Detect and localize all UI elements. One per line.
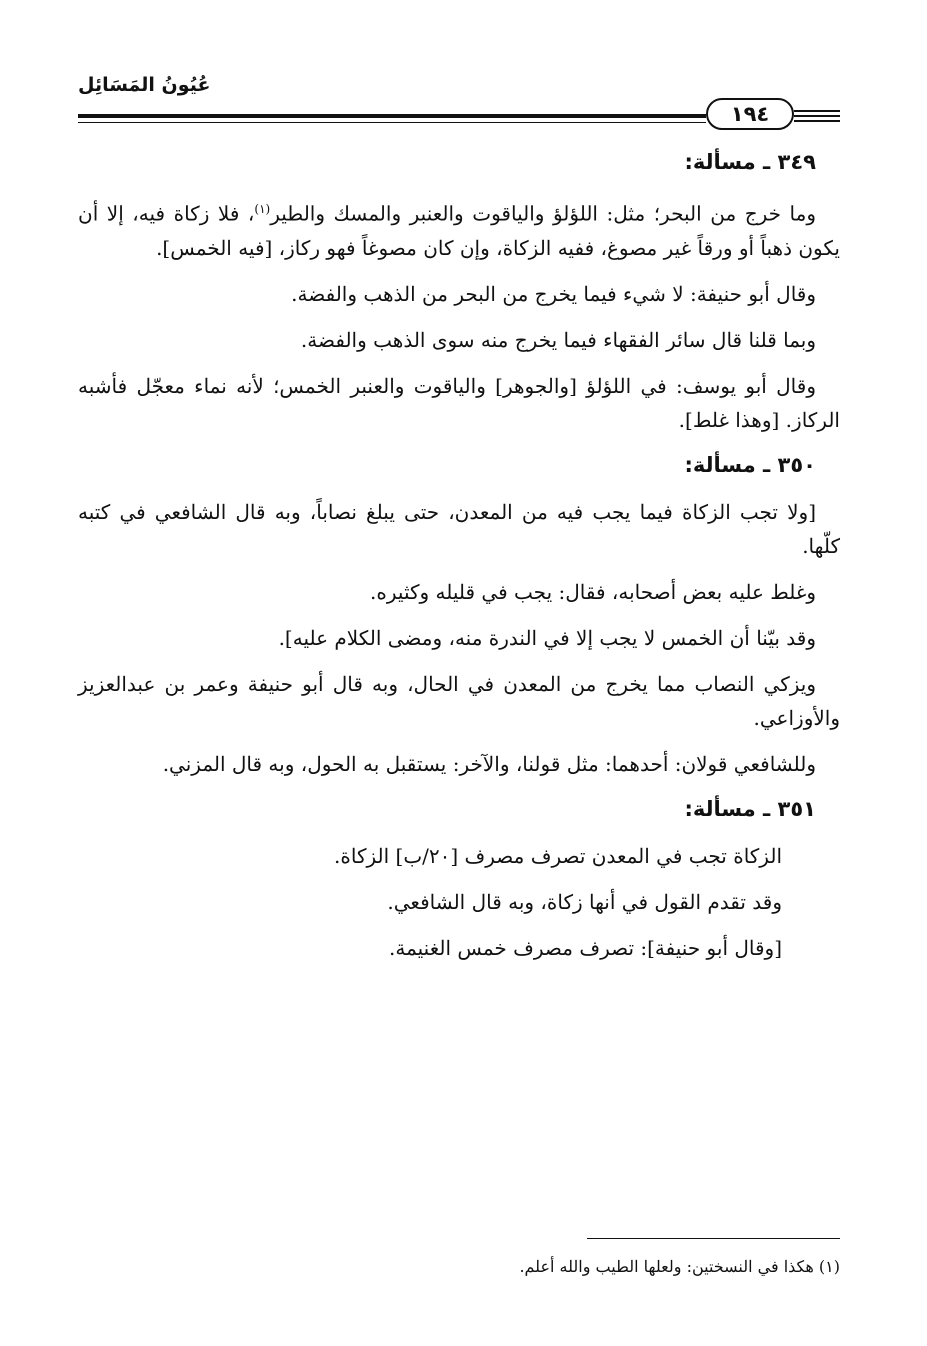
paragraph: وقد بيّنا أن الخمس لا يجب إلا في الندرة منه، ومضى الكلام عليه]. <box>278 625 816 650</box>
paragraph: وقد تقدم القول في أنها زكاة، وبه قال الشافعي. <box>387 889 782 914</box>
issue-heading: ٣٥٠ ـ مسألة: <box>684 452 816 477</box>
paragraph-text: ، فلا زكاة فيه، إلا أن يكون ذهباً أو ورقاً غير مصوغ، ففيه الزكاة، وإن كان مصوغاً فهو ركاز، [فيه الخمس]. <box>78 201 840 260</box>
issue-heading: ٣٥١ ـ مسألة: <box>684 796 816 821</box>
page-number: ١٩٤ <box>706 98 794 130</box>
issue-heading: ٣٤٩ ـ مسألة: <box>684 150 816 174</box>
header-rule-right <box>794 110 840 112</box>
footnote-separator <box>587 1238 840 1239</box>
paragraph: الزكاة تجب في المعدن تصرف مصرف [٢٠/ب] الزكاة. <box>334 843 782 868</box>
page-body <box>78 146 840 977</box>
paragraph-text: وما خرج من البحر؛ مثل: اللؤلؤ والياقوت والعنبر والمسك والطير <box>270 201 817 226</box>
paragraph: وقال أبو يوسف: في اللؤلؤ [والجوهر] والياقوت والعنبر الخمس؛ لأنه نماء معجّل فأشبه الركاز. [وهذا غلط]. <box>78 373 840 432</box>
paragraph <box>78 192 840 265</box>
header-rule-right <box>794 115 840 117</box>
running-title: عُيُونُ المَسَائِل <box>78 74 211 96</box>
footnote-marker: (١) <box>254 202 271 216</box>
header-rule-right <box>794 120 840 122</box>
header-rule-thin <box>78 122 706 123</box>
paragraph: [ولا تجب الزكاة فيما يجب فيه من المعدن، حتى يبلغ نصاباً، وبه قال الشافعي في كتبه كلّها. <box>78 499 840 558</box>
paragraph: وقال أبو حنيفة: لا شيء فيما يخرج من البحر من الذهب والفضة. <box>291 281 816 306</box>
paragraph: وبما قلنا قال سائر الفقهاء فيما يخرج منه سوى الذهب والفضة. <box>300 327 816 352</box>
paragraph: وغلط عليه بعض أصحابه، فقال: يجب في قليله وكثيره. <box>370 579 816 604</box>
paragraph: وللشافعي قولان: أحدهما: مثل قولنا، والآخر: يستقبل به الحول، وبه قال المزني. <box>162 751 816 776</box>
header-rule-thick <box>78 114 706 118</box>
page-header <box>78 74 840 134</box>
paragraph: [وقال أبو حنيفة]: تصرف مصرف خمس الغنيمة. <box>389 935 782 960</box>
paragraph: ويزكي النصاب مما يخرج من المعدن في الحال، وبه قال أبو حنيفة وعمر بن عبدالعزيز والأوزاعي. <box>78 671 840 730</box>
footnote: (١) هكذا في النسختين: ولعلها الطيب والله أعلم. <box>519 1257 840 1276</box>
